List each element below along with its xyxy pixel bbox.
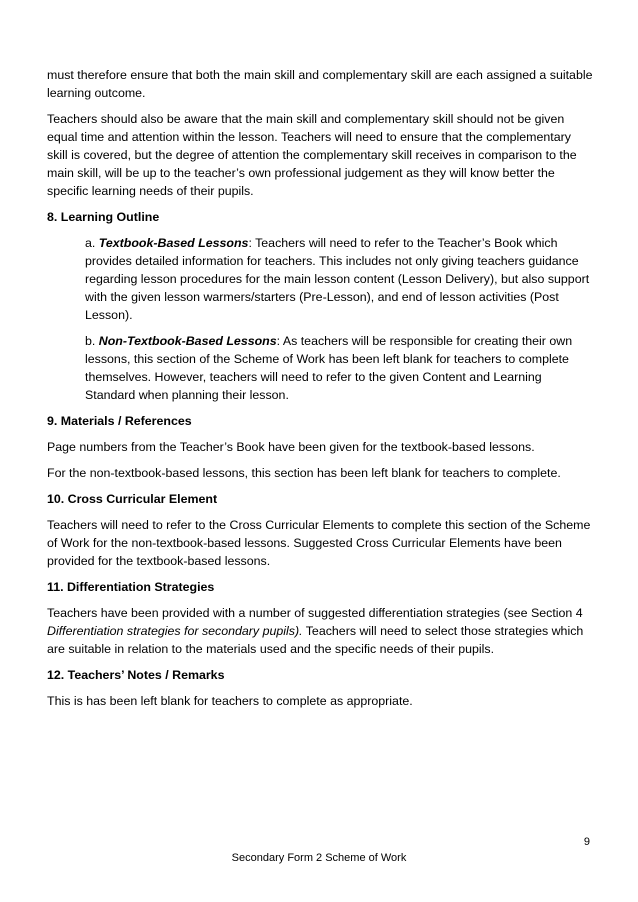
section-8b-paragraph — [85, 332, 595, 404]
section-11-text-start: Teachers have been provided with a number of suggested differentiation strategies (see Section 4 — [47, 606, 583, 620]
section-8a-text: : Teachers will need to refer to the Teacher’s Book which provides detailed information for teachers. This includes not only giving teachers guidance regarding lesson procedures for the main lesson content (Lesson Delivery), but also support with the given lesson warmers/starters (Pre-Lesson), and end of lesson activities (Post Lesson). — [85, 236, 590, 322]
section-9-paragraph-1: Page numbers from the Teacher’s Book have been given for the textbook-based lessons. — [47, 440, 535, 454]
section-12-paragraph: This is has been left blank for teachers to complete as appropriate. — [47, 694, 413, 708]
section-11-text-end: Teachers will need to select those strategies which are suitable in relation to the materials used and the specific needs of their pupils. — [47, 624, 584, 656]
section-8a-prefix: a. — [85, 236, 99, 250]
page-number: 9 — [583, 836, 590, 848]
section-9-heading: 9. Materials / References — [47, 414, 192, 428]
section-8b-title: Non-Textbook-Based Lessons — [98, 334, 277, 348]
section-8a-paragraph — [85, 234, 595, 324]
section-9-paragraph-2: For the non-textbook-based lessons, this section has been left blank for teachers to complete. — [47, 466, 561, 480]
section-11-paragraph — [47, 604, 595, 658]
section-11-italic-ref: Differentiation strategies for secondary pupils). — [47, 624, 303, 638]
intro-paragraph-2: Teachers should also be aware that the main skill and complementary skill should not be given equal time and attention within the lesson. Teachers will need to ensure that the complementary skill is covered, but the degree of attention the complementary skill receives in comparison to the main skill, will be up to the teacher’s own professional judgement as they will know better the specific learning needs of their pupils. — [47, 112, 577, 198]
section-8-heading: 8. Learning Outline — [47, 210, 160, 224]
intro-paragraph-1: must therefore ensure that both the main skill and complementary skill are each assigned a suitable learning outcome. — [47, 68, 593, 100]
page-footer: Secondary Form 2 Scheme of Work — [231, 852, 407, 864]
section-10-paragraph: Teachers will need to refer to the Cross Curricular Elements to complete this section of the Scheme of Work for the non-textbook-based lessons. Suggested Cross Curricular Elements have been provided for the textbook-based lessons. — [47, 518, 591, 568]
section-10-heading: 10. Cross Curricular Element — [47, 492, 218, 506]
section-8b-prefix: b. — [85, 334, 99, 348]
section-8b-text: : As teachers will be responsible for creating their own lessons, this section of the Scheme of Work has been left blank for teachers to complete themselves. However, teachers will need to refer to the given Content and Learning Standard when planning their lesson. — [85, 334, 573, 402]
section-11-heading: 11. Differentiation Strategies — [47, 580, 215, 594]
section-12-heading: 12. Teachers’ Notes / Remarks — [47, 668, 225, 682]
section-8a-title: Textbook-Based Lessons — [98, 236, 249, 250]
document-body — [47, 66, 595, 718]
